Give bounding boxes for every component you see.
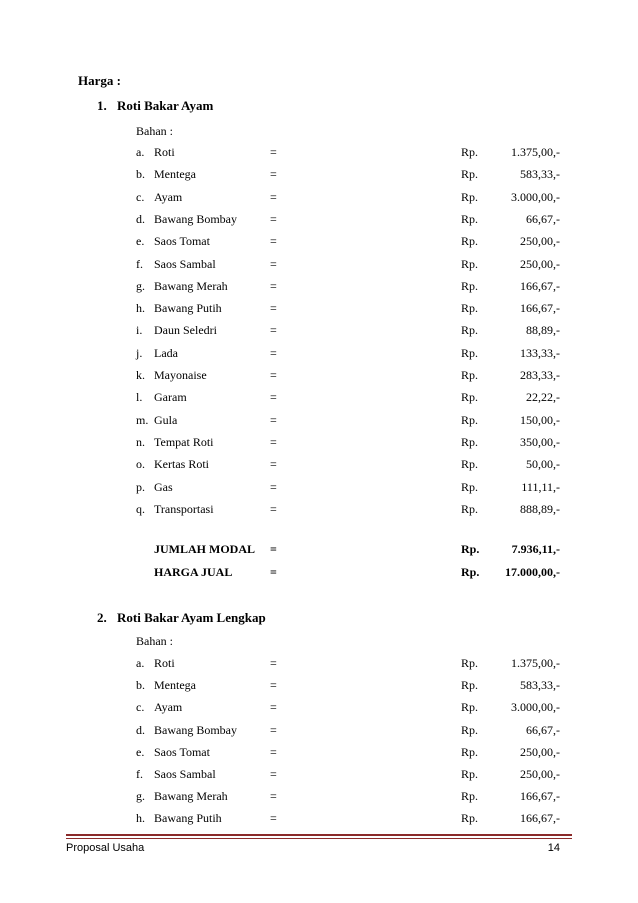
item-letter: g. <box>136 278 145 293</box>
ingredient-row <box>0 480 638 496</box>
currency-label: Rp. <box>461 234 479 249</box>
item-name: Bawang Merah <box>154 278 228 293</box>
equals-sign: = <box>270 345 277 360</box>
item-name: Roti <box>154 145 175 159</box>
ingredient-row <box>0 745 638 761</box>
item-amount: 7.936,11,- <box>511 542 560 556</box>
equals-sign: = <box>270 700 277 715</box>
item-letter: b. <box>136 167 145 182</box>
item-name: Garam <box>154 390 187 405</box>
item-letter: m. <box>136 412 149 427</box>
currency-label: Rp. <box>461 479 479 494</box>
equals-sign: = <box>270 457 277 472</box>
item-amount: 166,67,- <box>520 811 560 826</box>
item-letter: q. <box>136 501 145 516</box>
section-2-bahan-label: Bahan : <box>136 634 173 648</box>
ingredient-row <box>0 279 638 295</box>
item-letter: g. <box>136 789 145 804</box>
footer-rule-thick <box>66 834 572 836</box>
equals-sign: = <box>270 744 277 759</box>
equals-sign: = <box>270 656 277 670</box>
equals-sign: = <box>270 501 277 516</box>
equals-sign: = <box>270 542 277 556</box>
item-name: Bawang Bombay <box>154 722 237 737</box>
currency-label: Rp. <box>461 789 479 804</box>
item-letter: a. <box>136 656 145 670</box>
currency-label: Rp. <box>461 457 479 472</box>
equals-sign: = <box>270 767 277 781</box>
item-letter: a. <box>136 145 145 159</box>
item-name: Mayonaise <box>154 368 207 382</box>
equals-sign: = <box>270 211 277 226</box>
currency-label: Rp. <box>461 565 480 579</box>
item-letter: d. <box>136 211 145 226</box>
equals-sign: = <box>270 565 277 579</box>
ingredient-row <box>0 323 638 339</box>
section-2-title <box>97 610 266 626</box>
ingredient-row <box>0 457 638 473</box>
currency-label: Rp. <box>461 301 479 316</box>
item-amount: 250,00,- <box>520 234 560 249</box>
currency-label: Rp. <box>461 722 479 737</box>
equals-sign: = <box>270 479 277 494</box>
currency-label: Rp. <box>461 656 479 670</box>
item-letter: f. <box>136 767 143 781</box>
ingredient-row <box>0 234 638 250</box>
item-name: Bawang Putih <box>154 301 222 316</box>
equals-sign: = <box>270 722 277 737</box>
item-name: Lada <box>154 345 178 360</box>
item-letter: c. <box>136 189 145 204</box>
item-amount: 1.375,00,- <box>511 145 560 159</box>
currency-label: Rp. <box>461 678 479 693</box>
item-name: HARGA JUAL <box>154 565 233 579</box>
item-name: Bawang Bombay <box>154 211 237 226</box>
footer-title: Proposal Usaha <box>66 842 145 854</box>
currency-label: Rp. <box>461 542 480 556</box>
currency-label: Rp. <box>461 767 479 781</box>
ingredient-row <box>0 346 638 362</box>
currency-label: Rp. <box>461 811 479 826</box>
item-letter: h. <box>136 811 145 826</box>
section-2-title-text: Roti Bakar Ayam Lengkap <box>117 610 266 625</box>
item-letter: e. <box>136 234 145 249</box>
item-name: Mentega <box>154 678 196 693</box>
currency-label: Rp. <box>461 700 479 715</box>
item-amount: 250,00,- <box>520 744 560 759</box>
item-name: Gas <box>154 479 173 494</box>
equals-sign: = <box>270 412 277 427</box>
item-letter: d. <box>136 722 145 737</box>
item-letter: e. <box>136 744 145 759</box>
ingredient-row <box>0 413 638 429</box>
equals-sign: = <box>270 811 277 826</box>
ingredient-row <box>0 190 638 206</box>
currency-label: Rp. <box>461 145 479 159</box>
ingredient-row <box>0 502 638 518</box>
currency-label: Rp. <box>461 323 479 338</box>
item-amount: 3.000,00,- <box>511 189 560 204</box>
equals-sign: = <box>270 789 277 804</box>
ingredient-row <box>0 435 638 451</box>
item-amount: 283,33,- <box>520 368 560 382</box>
item-amount: 133,33,- <box>520 345 560 360</box>
item-amount: 888,89,- <box>520 501 560 516</box>
ingredient-row <box>0 700 638 716</box>
item-amount: 166,67,- <box>520 789 560 804</box>
equals-sign: = <box>270 234 277 249</box>
currency-label: Rp. <box>461 345 479 360</box>
equals-sign: = <box>270 323 277 338</box>
item-name: Ayam <box>154 700 183 715</box>
item-amount: 50,00,- <box>526 457 560 472</box>
equals-sign: = <box>270 434 277 449</box>
equals-sign: = <box>270 301 277 316</box>
item-name: Daun Seledri <box>154 323 217 338</box>
currency-label: Rp. <box>461 434 479 449</box>
item-name: Transportasi <box>154 501 214 516</box>
item-letter: k. <box>136 368 145 382</box>
ingredient-row <box>0 212 638 228</box>
item-amount: 1.375,00,- <box>511 656 560 670</box>
item-letter: b. <box>136 678 145 693</box>
ingredient-row <box>0 767 638 783</box>
page-number: 14 <box>547 842 560 854</box>
item-letter: f. <box>136 256 143 271</box>
item-amount: 583,33,- <box>520 167 560 182</box>
item-name: Mentega <box>154 167 196 182</box>
ingredient-row <box>0 789 638 805</box>
item-amount: 88,89,- <box>526 323 560 338</box>
ingredient-row <box>0 257 638 273</box>
item-amount: 66,67,- <box>526 211 560 226</box>
equals-sign: = <box>270 368 277 382</box>
section-2-number: 2. <box>97 610 107 625</box>
item-name: Saos Sambal <box>154 767 216 781</box>
equals-sign: = <box>270 390 277 405</box>
item-name: Roti <box>154 656 175 670</box>
currency-label: Rp. <box>461 278 479 293</box>
item-name: Ayam <box>154 189 183 204</box>
item-letter: c. <box>136 700 145 715</box>
item-letter: p. <box>136 479 145 494</box>
currency-label: Rp. <box>461 211 479 226</box>
section-heading-harga: Harga : <box>78 73 121 88</box>
item-amount: 166,67,- <box>520 278 560 293</box>
item-amount: 150,00,- <box>520 412 560 427</box>
total-row <box>0 565 638 581</box>
item-name: Kertas Roti <box>154 457 209 472</box>
item-name: Saos Sambal <box>154 256 216 271</box>
item-name: Saos Tomat <box>154 744 210 759</box>
item-name: Saos Tomat <box>154 234 210 249</box>
item-amount: 66,67,- <box>526 722 560 737</box>
item-letter: h. <box>136 301 145 316</box>
item-amount: 250,00,- <box>520 767 560 781</box>
item-amount: 350,00,- <box>520 434 560 449</box>
currency-label: Rp. <box>461 744 479 759</box>
item-amount: 250,00,- <box>520 256 560 271</box>
ingredient-row <box>0 678 638 694</box>
ingredient-row <box>0 656 638 672</box>
equals-sign: = <box>270 678 277 693</box>
ingredient-row <box>0 390 638 406</box>
ingredient-row <box>0 811 638 827</box>
item-letter: j. <box>136 345 143 360</box>
currency-label: Rp. <box>461 189 479 204</box>
item-name: Tempat Roti <box>154 434 214 449</box>
ingredient-row <box>0 723 638 739</box>
item-amount: 3.000,00,- <box>511 700 560 715</box>
section-1-number: 1. <box>97 98 107 113</box>
equals-sign: = <box>270 256 277 271</box>
ingredient-row <box>0 301 638 317</box>
currency-label: Rp. <box>461 501 479 516</box>
item-amount: 22,22,- <box>526 390 560 405</box>
item-name: JUMLAH MODAL <box>154 542 255 556</box>
section-1-title <box>97 98 213 114</box>
ingredient-row <box>0 368 638 384</box>
section-1-title-text: Roti Bakar Ayam <box>117 98 214 113</box>
item-amount: 166,67,- <box>520 301 560 316</box>
section-1-bahan-label: Bahan : <box>136 124 173 138</box>
item-letter: l. <box>136 390 143 405</box>
currency-label: Rp. <box>461 412 479 427</box>
item-amount: 111,11,- <box>521 479 560 494</box>
item-letter: i. <box>136 323 143 338</box>
equals-sign: = <box>270 278 277 293</box>
item-letter: o. <box>136 457 145 472</box>
ingredient-row <box>0 145 638 161</box>
item-name: Gula <box>154 412 178 427</box>
equals-sign: = <box>270 189 277 204</box>
equals-sign: = <box>270 145 277 159</box>
currency-label: Rp. <box>461 368 479 382</box>
currency-label: Rp. <box>461 256 479 271</box>
ingredient-row <box>0 167 638 183</box>
item-name: Bawang Putih <box>154 811 222 826</box>
footer-rule-thin <box>66 838 572 839</box>
item-letter: n. <box>136 434 145 449</box>
item-amount: 583,33,- <box>520 678 560 693</box>
equals-sign: = <box>270 167 277 182</box>
currency-label: Rp. <box>461 167 479 182</box>
item-name: Bawang Merah <box>154 789 228 804</box>
total-row <box>0 542 638 558</box>
item-amount: 17.000,00,- <box>505 565 560 579</box>
currency-label: Rp. <box>461 390 479 405</box>
